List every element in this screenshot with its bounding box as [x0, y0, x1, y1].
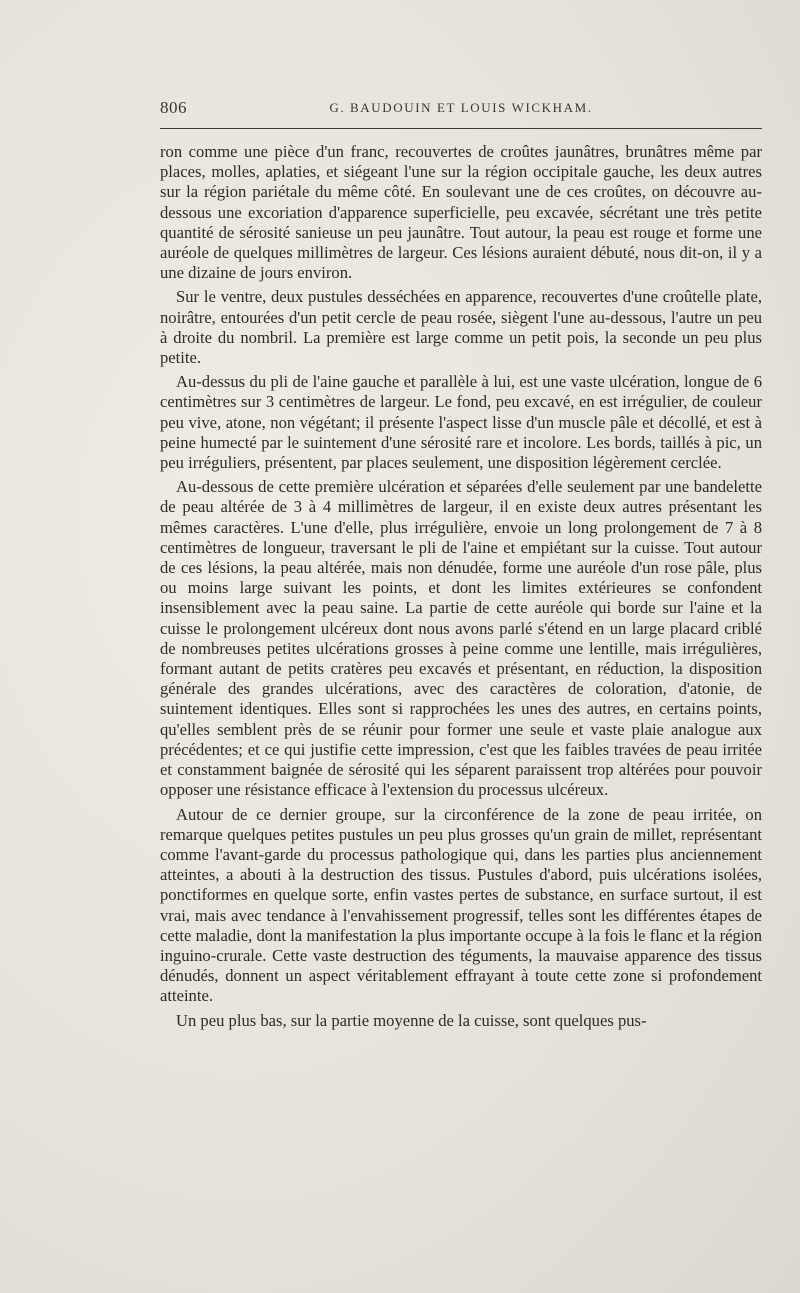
- page-number: 806: [160, 98, 187, 117]
- paragraph: Sur le ventre, deux pustules desséchées en apparence, recouvertes d'une croûtelle plate, noirâtre, entourées d'un petit cercle de peau rosée, siègent l'une au-dessous, l'autre un peu à droite du nombril. La première est large comme un petit pois, la seconde un peu plus petite.: [160, 287, 762, 368]
- paragraph: ron comme une pièce d'un franc, recouvertes de croûtes jaunâtres, brunâtres même par places, molles, aplaties, et siégeant l'une sur la région occipitale gauche, les deux autres sur la région pariétale du même côté. En soulevant une de ces croûtes, on découvre au-dessous une excoriation d'apparence superficielle, peu excavée, sécrétant une très petite quantité de sérosité sanieuse un peu jaunâtre. Tout autour, la peau est rouge et forme une auréole de quelques millimètres de largeur. Ces lésions auraient débuté, nous dit-on, il y a une dizaine de jours environ.: [160, 142, 762, 283]
- header-rule: [160, 128, 762, 129]
- paragraph: Au-dessous de cette première ulcération et séparées d'elle seulement par une bandelette de peau altérée de 3 à 4 millimètres de largeur, il en existe deux autres présentant les mêmes caractères. L'une d'elle, plus irrégulière, envoie un long prolongement de 7 à 8 centimètres de longueur, traversant le pli de l'aine et empiétant sur la cuisse. Tout autour de ces lésions, la peau altérée, mais non dénudée, forme une auréole d'un rose pâle, plus ou moins large suivant les points, et dont les limites extérieures se confondent insensiblement avec la peau saine. La partie de cette auréole qui borde sur l'aine et la cuisse le prolongement ulcéreux dont nous avons parlé s'étend en un large placard criblé de nombreuses petites ulcérations grosses à peine comme une lentille, mais irrégulières, formant autant de petits cratères peu excavés et présentant, en réduction, la disposition générale des grandes ulcérations, avec des caractères de coloration, d'atonie, de suintement identiques. Elles sont si rapprochées les unes des autres, en certains points, qu'elles semblent près de se réunir pour former une seule et vaste plaie analogue aux précédentes; et ce qui justifie cette impression, c'est que les faibles travées de peau irritée et constamment baignée de sérosité qui les séparent paraissent trop altérées pour pouvoir opposer une résistance efficace à l'extension du processus ulcéreux.: [160, 477, 762, 800]
- running-head: [160, 98, 762, 120]
- paragraph: Autour de ce dernier groupe, sur la circonférence de la zone de peau irritée, on remarque quelques petites pustules un peu plus grosses qu'un grain de millet, représentant comme l'avant-garde du processus pathologique qui, dans les parties plus anciennement atteintes, a abouti à la destruction des tissus. Pustules d'abord, puis ulcérations isolées, ponctiformes en quelque sorte, enfin vastes pertes de substance, en surface surtout, il est vrai, mais avec tendance à l'envahissement progressif, telles sont les différentes étapes de cette maladie, dont la manifestation la plus importante occupe à la fois le flanc et la région inguino-crurale. Cette vaste destruction des téguments, la mauvaise apparence des tissus dénudés, donnent un aspect véritablement effrayant à toute cette zone si profondement atteinte.: [160, 804, 762, 1006]
- running-title: G. BAUDOUIN ET LOUIS WICKHAM.: [329, 100, 593, 115]
- paragraph: Au-dessus du pli de l'aine gauche et parallèle à lui, est une vaste ulcération, longue de 6 centimètres sur 3 centimètres de largeur. Le fond, peu excavé, en est irrégulier, de couleur peu vive, atone, non végétant; il présente l'aspect lisse d'un muscle pâle et décollé, et est à peine humecté par le suintement d'une sérosité rare et incolore. Les bords, taillés à pic, un peu irréguliers, présentent, par places seulement, une disposition légèrement cerclée.: [160, 372, 762, 473]
- body-text: [160, 142, 762, 1035]
- paragraph: Un peu plus bas, sur la partie moyenne de la cuisse, sont quelques pus-: [176, 1010, 647, 1030]
